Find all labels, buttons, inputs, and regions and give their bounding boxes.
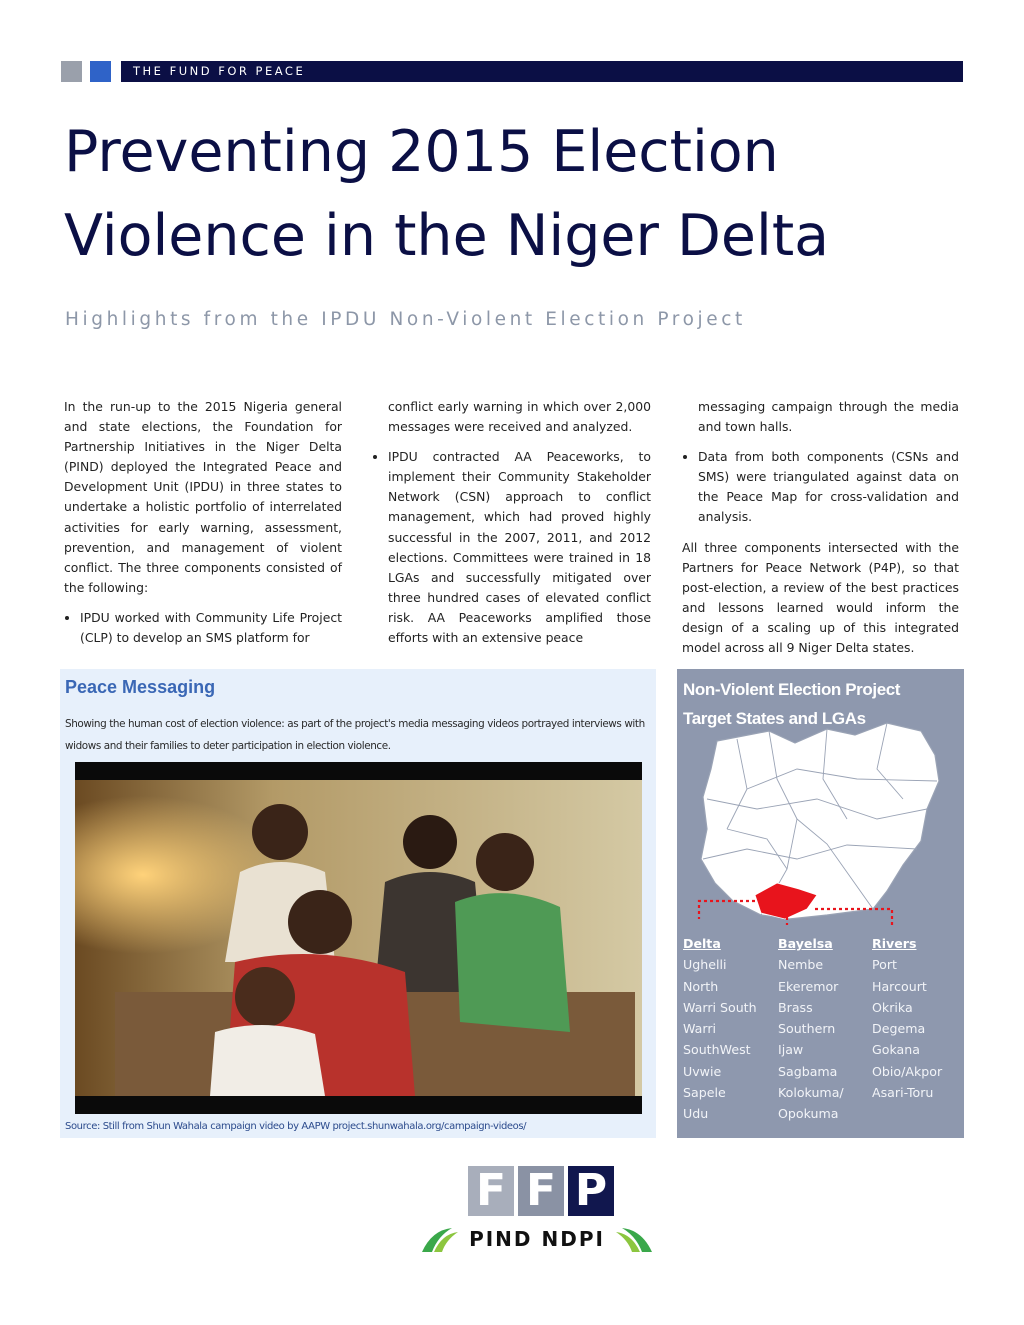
intro-paragraph: In the run-up to the 2015 Nigeria general and state elections, the Foundation for Partnership Initiatives in the Niger Delta (PIND) deployed the Integrated Peace and Development Unit (IPDU) in three states to undertake a holistic portfolio of interrelated activities for early warning, assessment, prevention, and management of violent conflict. The three components consisted of the following: [64, 399, 342, 595]
photo-caption: Showing the human cost of election violence: as part of the project's media messaging videos portrayed interviews with widows and their families to deter participation in election violence. [65, 718, 645, 752]
organization-bar [121, 61, 963, 82]
lga-item: Ekeremor [778, 978, 839, 994]
lga-item: Asari-Toru [872, 1085, 934, 1101]
ffp-letter: F [468, 1166, 514, 1216]
target-states-map-box [677, 669, 964, 1138]
pind-logo-text: PIND NDPI [469, 1227, 605, 1251]
header-square-blue [90, 61, 111, 82]
organization-name: THE FUND FOR PEACE [133, 64, 306, 78]
bullet-list [64, 608, 342, 648]
lga-item: Sagbama [778, 1063, 838, 1079]
bullet-list [682, 447, 959, 527]
lga-item: Degema [872, 1021, 926, 1037]
lga-item: Port [872, 957, 897, 973]
bullet-item: • IPDU worked with Community Life Project (CLP) to develop an SMS platform for [80, 608, 342, 648]
ffp-letter: F [518, 1166, 564, 1216]
state-name: Bayelsa [778, 936, 833, 951]
bullet-list-continued [682, 397, 959, 437]
bullet-continuation: conflict early warning in which over 2,000 messages were received and analyzed. [388, 399, 651, 435]
video-still-photo [75, 762, 642, 1114]
bullet-item: • Data from both components (CSNs and SMS) were triangulated against data on the Peace Map for cross-validation and analysis. [698, 447, 959, 527]
lga-item: North [683, 978, 719, 994]
delta-lga-list [683, 933, 757, 1125]
peace-messaging-box [60, 669, 656, 1138]
photo-illustration [75, 762, 642, 1114]
lga-item: Southern [778, 1021, 836, 1037]
column-3 [682, 397, 959, 668]
lga-item: Okrika [872, 999, 913, 1015]
state-name: Rivers [872, 936, 917, 951]
lga-item: Uvwie [683, 1063, 722, 1079]
lga-item: Obio/Akpor [872, 1063, 943, 1079]
peace-messaging-heading: Peace Messaging [65, 677, 216, 697]
nigeria-outline [701, 723, 939, 919]
page-title: Preventing 2015 Election Violence in the Niger Delta [64, 119, 830, 269]
bullet-continuation: messaging campaign through the media and town halls. [698, 399, 959, 435]
lga-item: SouthWest [683, 1042, 751, 1058]
map-box-heading-line-1: Non-Violent Election Project [683, 680, 901, 699]
lga-item: Ughelli [683, 957, 727, 973]
lga-item: Ijaw [778, 1042, 804, 1058]
lga-item: Kolokuma/ [778, 1085, 844, 1101]
pind-logo [418, 1224, 656, 1256]
photo-source: Source: Still from Shun Wahala campaign video by AAPW project.shunwahala.org/campaign-videos/ [65, 1121, 527, 1132]
header-square-grey [61, 61, 82, 82]
map-box-heading-line-2: Target States and LGAs [683, 709, 866, 728]
rivers-lga-list [872, 933, 942, 1103]
lga-item: Sapele [683, 1085, 726, 1101]
bullet-list-continued [372, 397, 651, 437]
lga-item: Brass [778, 999, 813, 1015]
closing-paragraph: All three components intersected with the Partners for Peace Network (P4P), so that post-election, a review of the best practices and lessons learned would inform the design of a scaling up of this integrated model across all 9 Niger Delta states. [682, 539, 959, 656]
bayelsa-lga-list [778, 933, 844, 1125]
ffp-letter: P [568, 1166, 614, 1216]
lga-item: Nembe [778, 957, 824, 973]
lga-item: Warri South [683, 999, 757, 1015]
lga-item: Harcourt [872, 978, 927, 994]
bullet-list [372, 447, 651, 648]
lga-item: Opokuma [778, 1106, 839, 1122]
page-subtitle: Highlights from the IPDU Non-Violent Election Project [65, 309, 746, 330]
ffp-logo [468, 1166, 614, 1216]
lga-item: Gokana [872, 1042, 920, 1058]
lga-item: Udu [683, 1106, 709, 1122]
bullet-item: • IPDU contracted AA Peaceworks, to implement their Community Stakeholder Network (CSN) approach to conflict management, which had proved highly successful in the 2007, 2011, and 2012 elections. Committees were trained in 18 LGAs and successfully mitigated over three hundred cases of elevated conflict risk. AA Peaceworks amplified those efforts with an extensive peace [388, 447, 651, 648]
lga-item: Warri [683, 1021, 716, 1037]
column-2 [372, 397, 651, 658]
state-name: Delta [683, 936, 721, 951]
column-1 [64, 397, 342, 658]
